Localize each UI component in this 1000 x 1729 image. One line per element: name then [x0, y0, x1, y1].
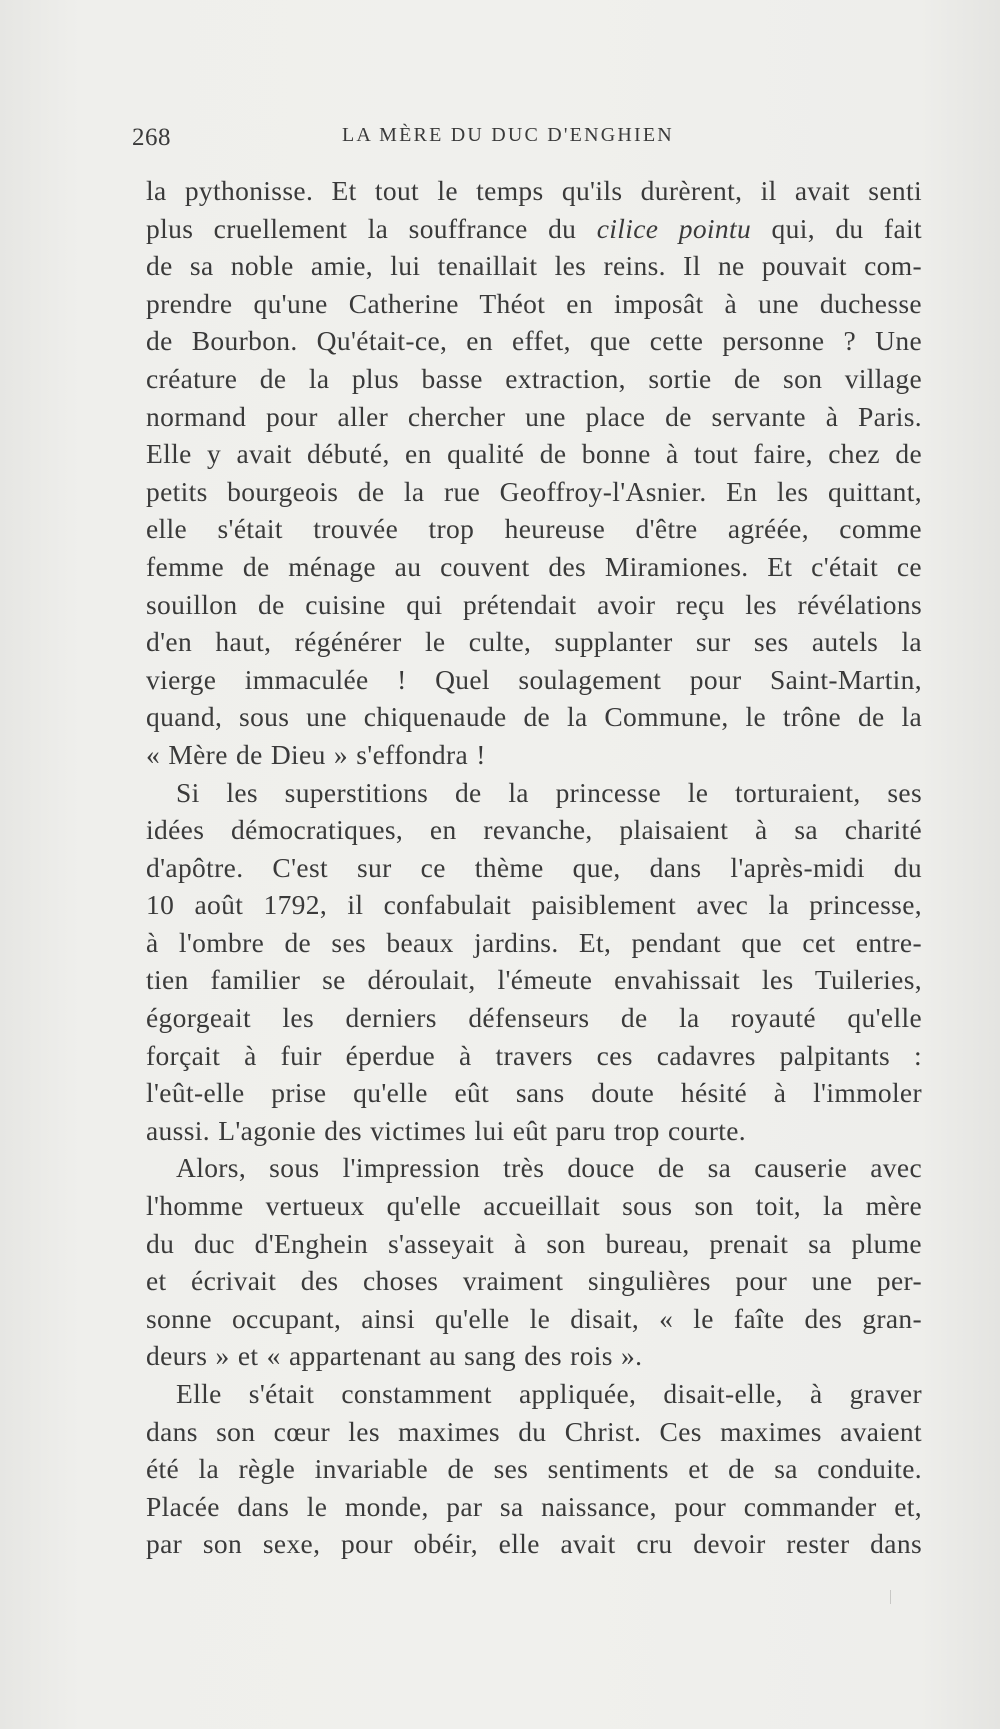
text-line: de sa noble amie, lui tenaillait les reins. Il ne pouvait com-: [146, 250, 922, 282]
text-line: 10 août 1792, il confabulait paisiblement avec la princesse,: [146, 889, 922, 921]
text-line: l'homme vertueux qu'elle accueillait sous son toit, la mère: [146, 1190, 922, 1222]
text-line: créature de la plus basse extraction, sortie de son village: [146, 362, 922, 394]
text-line: petits bourgeois de la rue Geoffroy-l'Asnier. En les quittant,: [146, 475, 922, 507]
text-line: la pythonisse. Et tout le temps qu'ils durèrent, il avait senti: [146, 175, 922, 206]
text-line: par son sexe, pour obéir, elle avait cru devoir rester dans: [146, 1528, 922, 1560]
text-line: normand pour aller chercher une place de servante à Paris.: [146, 400, 922, 432]
page-number: 268: [132, 124, 171, 151]
text-line: idées démocratiques, en revanche, plaisaient à sa charité: [146, 814, 922, 846]
text-line: Si les superstitions de la princesse le torturaient, ses: [176, 776, 922, 808]
text-line: tien familier se déroulait, l'émeute envahissait les Tuileries,: [146, 964, 922, 996]
text-line: égorgeait les derniers défenseurs de la royauté qu'elle: [146, 1002, 922, 1034]
text-line: et écrivait des choses vraiment singulières pour une per-: [146, 1265, 922, 1297]
text-line: aussi. L'agonie des victimes lui eût paru trop courte.: [146, 1114, 747, 1146]
text-line: souillon de cuisine qui prétendait avoir reçu les révélations: [146, 588, 922, 620]
text-fragment: plus cruellement la souffrance du: [146, 212, 597, 244]
text-line: de Bourbon. Qu'était-ce, en effet, que cette personne ? Une: [146, 325, 922, 357]
text-line: elle s'était trouvée trop heureuse d'être agréée, comme: [146, 513, 922, 545]
text-line: dans son cœur les maximes du Christ. Ces maximes avaient: [146, 1415, 922, 1447]
text-line: d'apôtre. C'est sur ce thème que, dans l'après-midi du: [146, 851, 922, 883]
text-fragment: qui, du fait: [751, 212, 922, 244]
text-line: prendre qu'une Catherine Théot en imposât à une duchesse: [146, 287, 922, 319]
text-line: vierge immaculée ! Quel soulagement pour Saint-Martin,: [146, 663, 922, 695]
running-title: LA MÈRE DU DUC D'ENGHIEN: [342, 124, 674, 146]
text-line: d'en haut, régénérer le culte, supplanter sur ses autels la: [146, 626, 922, 658]
text-line: forçait à fuir éperdue à travers ces cadavres palpitants :: [146, 1039, 922, 1071]
text-line: à l'ombre de ses beaux jardins. Et, pendant que cet entre-: [146, 926, 922, 958]
text-line: du duc d'Enghein s'asseyait à son bureau, prenait sa plume: [146, 1227, 922, 1259]
text-line: l'eût-elle prise qu'elle eût sans doute hésité à l'immoler: [146, 1077, 922, 1109]
text-line: deurs » et « appartenant au sang des rois ».: [146, 1340, 643, 1372]
text-line: « Mère de Dieu » s'effondra !: [146, 738, 486, 770]
text-line: quand, sous une chiquenaude de la Commune, le trône de la: [146, 701, 922, 733]
text-line: [146, 210, 922, 248]
page-header: [132, 118, 922, 154]
margin-mark: [890, 1590, 891, 1604]
text-line: femme de ménage au couvent des Miramiones. Et c'était ce: [146, 550, 922, 582]
text-line: Elle s'était constamment appliquée, disait-elle, à graver: [176, 1378, 922, 1409]
body-text: [146, 172, 922, 1563]
text-line: Placée dans le monde, par sa naissance, pour commander et,: [146, 1490, 922, 1522]
text-line: Elle y avait débuté, en qualité de bonne à tout faire, chez de: [146, 438, 922, 470]
text-line: sonne occupant, ainsi qu'elle le disait, « le faîte des gran-: [146, 1302, 922, 1334]
text-line: Alors, sous l'impression très douce de sa causerie avec: [176, 1152, 922, 1184]
italic-phrase: cilice pointu: [596, 212, 752, 244]
text-line: été la règle invariable de ses sentiments et de sa conduite.: [146, 1453, 922, 1485]
